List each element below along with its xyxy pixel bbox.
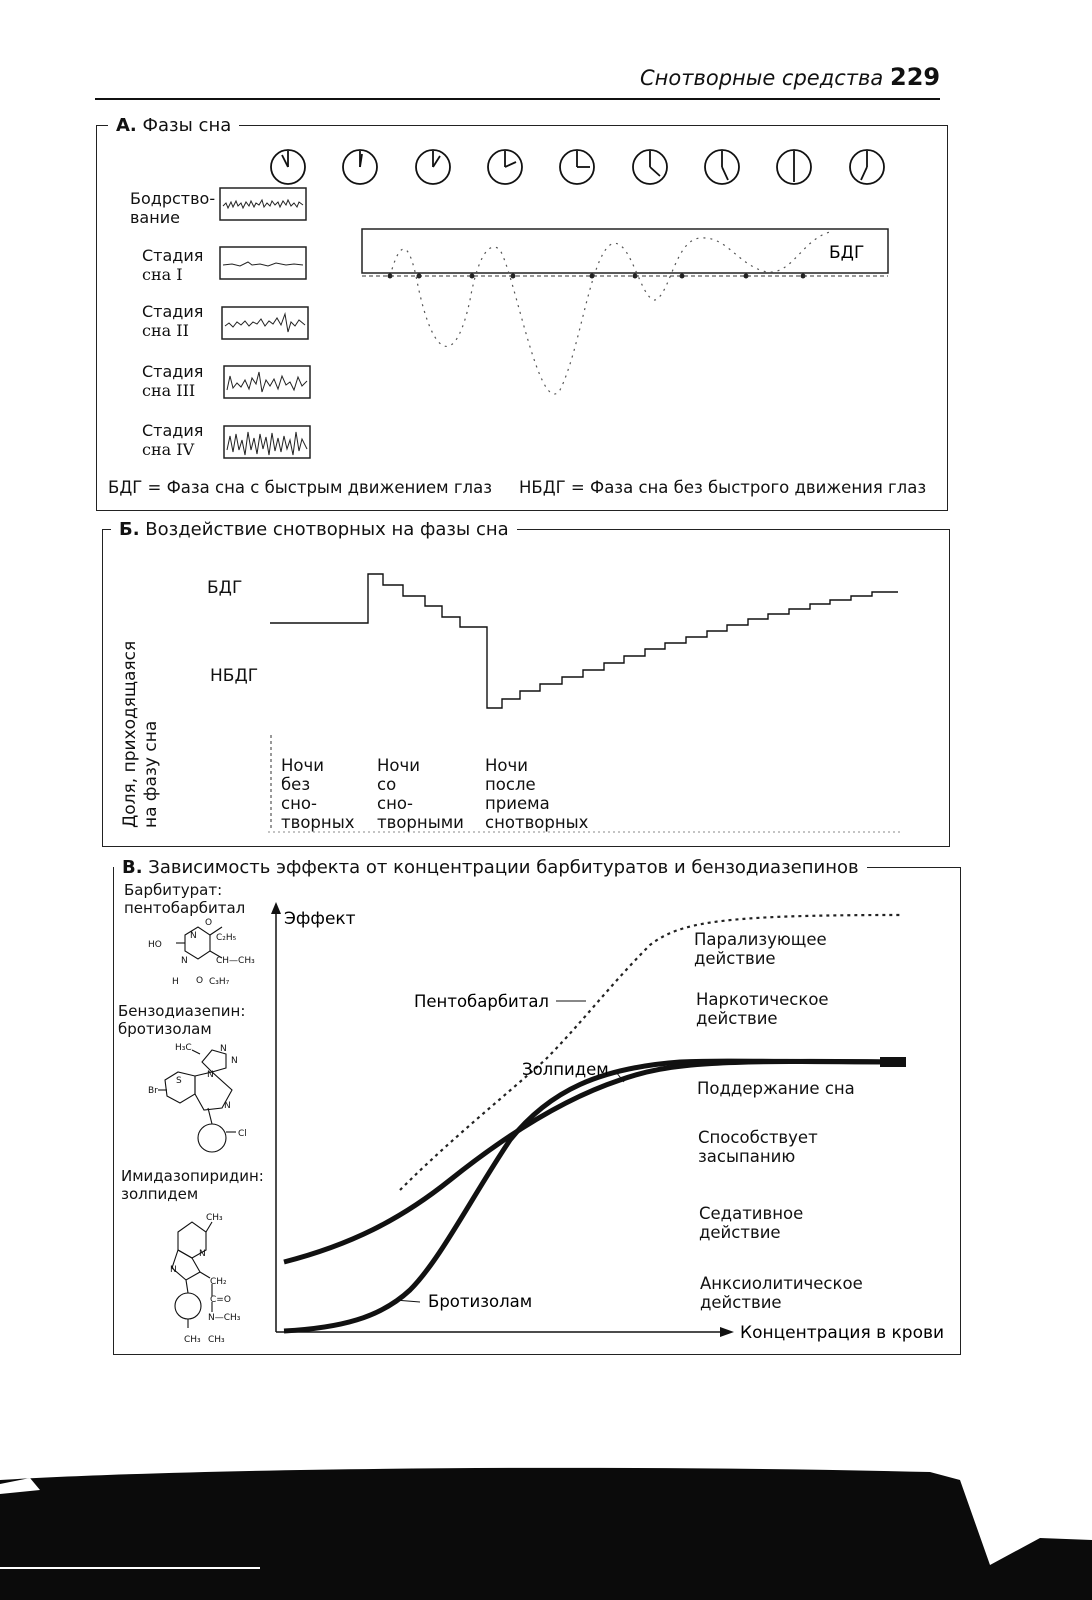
rem-label: БДГ bbox=[829, 243, 865, 263]
svg-text:Cl: Cl bbox=[238, 1129, 247, 1139]
svg-text:H₃C: H₃C bbox=[175, 1043, 192, 1053]
svg-text:CH₃: CH₃ bbox=[184, 1335, 201, 1345]
svg-text:C=O: C=O bbox=[210, 1295, 231, 1305]
svg-text:N: N bbox=[207, 1070, 214, 1080]
svg-text:H: H bbox=[172, 977, 179, 987]
svg-text:HO: HO bbox=[148, 940, 162, 950]
panel-b-letter: Б. bbox=[119, 519, 140, 540]
effect-paralyzing: Парализующее действие bbox=[694, 930, 827, 968]
effect-anxiolytic: Анксиолитическое действие bbox=[700, 1274, 863, 1312]
drug-pentobarbital-label: Барбитурат: пентобарбитал bbox=[124, 881, 246, 917]
panel-a-title-text: Фазы сна bbox=[142, 115, 232, 136]
group-with-hypnotics: Ночи со сно- творными bbox=[377, 756, 464, 832]
stage-label-2: Стадия сна II bbox=[142, 302, 204, 340]
curve-plateau-end bbox=[880, 1057, 906, 1067]
svg-text:CH₃: CH₃ bbox=[208, 1335, 225, 1345]
group-after-hypnotics: Ночи после приема снотворных bbox=[485, 756, 589, 832]
svg-text:S: S bbox=[176, 1076, 182, 1086]
svg-text:C₃H₇: C₃H₇ bbox=[209, 977, 230, 987]
zolpidem-structure bbox=[172, 1222, 212, 1328]
stage-label-wake: Бодрство- вание bbox=[130, 189, 216, 227]
panel-c-title-text: Зависимость эффекта от концентрации барбитуратов и бензодиазепинов bbox=[148, 857, 859, 878]
svg-text:N: N bbox=[181, 956, 188, 966]
zolpidem-curve-label: Золпидем bbox=[522, 1060, 609, 1079]
y-axis-label: Доля, приходящаяся на фазу сна bbox=[120, 640, 161, 828]
svg-text:Br: Br bbox=[148, 1086, 158, 1096]
drug-zolpidem-label: Имидазопиридин: золпидем bbox=[121, 1167, 264, 1203]
x-axis-title: Концентрация в крови bbox=[740, 1323, 945, 1343]
running-header-title: Снотворные средства bbox=[640, 66, 884, 90]
panel-c-letter: В. bbox=[122, 857, 143, 878]
group-no-hypnotics: Ночи без сно- творных bbox=[281, 756, 355, 832]
pentobarbital-atoms bbox=[148, 918, 255, 987]
effect-sedative: Седативное действие bbox=[699, 1204, 804, 1242]
svg-text:N: N bbox=[231, 1056, 238, 1066]
label-nrem: НБДГ bbox=[210, 666, 259, 686]
stage-label-1: Стадия сна I bbox=[142, 246, 204, 284]
x-axis-arrow-icon bbox=[720, 1327, 734, 1337]
page-number: 229 bbox=[890, 63, 941, 91]
svg-text:O: O bbox=[196, 976, 204, 986]
svg-text:O: O bbox=[205, 918, 213, 928]
footnote-rem: БДГ = Фаза сна с быстрым движением глаз bbox=[108, 478, 492, 497]
panel-b-title-text: Воздействие снотворных на фазы сна bbox=[145, 519, 509, 540]
panel-a-letter: А. bbox=[116, 115, 137, 136]
stage-label-4: Стадия сна IV bbox=[142, 421, 204, 459]
footnote-nrem: НБДГ = Фаза сна без быстрого движения глаз bbox=[519, 478, 927, 497]
svg-text:N: N bbox=[170, 1265, 177, 1275]
svg-text:CH—CH₃: CH—CH₃ bbox=[216, 956, 255, 966]
y-axis-arrow-icon bbox=[271, 902, 281, 914]
effect-narcotic: Наркотическое действие bbox=[696, 990, 829, 1028]
svg-text:N—CH₃: N—CH₃ bbox=[208, 1313, 241, 1323]
effect-sleep-maintenance: Поддержание сна bbox=[697, 1079, 855, 1098]
pentobarbital-curve-label: Пентобарбитал bbox=[414, 992, 549, 1011]
svg-text:N: N bbox=[220, 1044, 227, 1054]
svg-text:N: N bbox=[199, 1249, 206, 1259]
y-axis-title: Эффект bbox=[284, 909, 356, 929]
svg-text:N: N bbox=[224, 1101, 231, 1111]
brotizolam-curve-label: Бротизолам bbox=[428, 1292, 533, 1311]
svg-text:CH₃: CH₃ bbox=[206, 1213, 223, 1223]
drug-brotizolam-label: Бензодиазепин: бротизолам bbox=[118, 1002, 246, 1038]
scan-shadow bbox=[0, 1450, 1092, 1600]
stage-label-3: Стадия сна III bbox=[142, 362, 204, 400]
label-rem: БДГ bbox=[207, 578, 243, 598]
zolpidem-atoms bbox=[170, 1213, 241, 1345]
effect-sleep-onset: Способствует засыпанию bbox=[698, 1128, 818, 1166]
svg-text:CH₂: CH₂ bbox=[210, 1277, 227, 1287]
svg-text:N: N bbox=[190, 931, 197, 941]
pentobarbital-structure bbox=[176, 927, 222, 959]
svg-text:C₂H₅: C₂H₅ bbox=[216, 933, 237, 943]
